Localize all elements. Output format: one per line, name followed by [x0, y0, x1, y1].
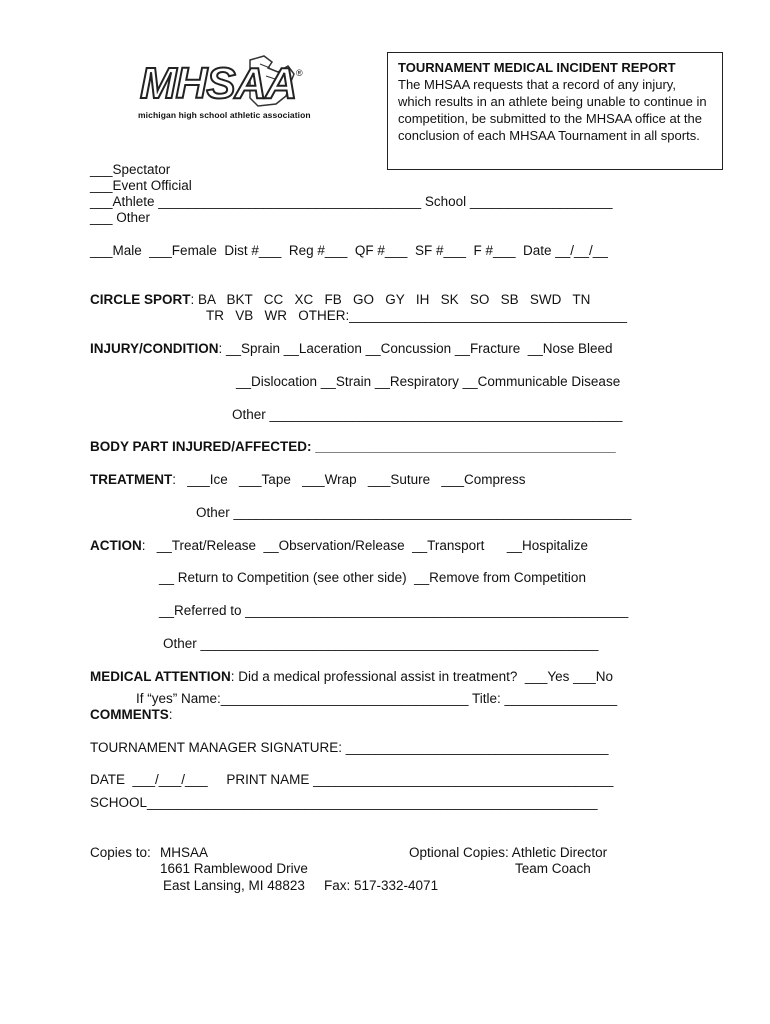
action-options-line1[interactable]: : __Treat/Release __Observation/Release __Transport __Hospitalize	[141, 538, 588, 553]
injury-options-line2[interactable]: __Dislocation __Strain __Respiratory __Communicable Disease	[236, 374, 621, 389]
action-label: ACTION	[90, 538, 142, 553]
medical-attention-question[interactable]: : Did a medical professional assist in treatment? ___Yes ___No	[230, 669, 613, 684]
treatment-other-line[interactable]: Other _____________________________________________________	[196, 505, 632, 520]
school-line[interactable]: SCHOOL____________________________________________________________	[90, 795, 598, 810]
medical-attention-row[interactable]	[90, 669, 613, 685]
copies-to-label: Copies to:	[90, 845, 151, 860]
registered-mark: ®	[296, 68, 303, 78]
body-part-line[interactable]: BODY PART INJURED/AFFECTED: ________________________________________	[90, 439, 616, 454]
optional-copies: Optional Copies: Athletic Director	[409, 845, 608, 860]
circle-sport-label: CIRCLE SPORT	[90, 292, 191, 307]
action-options-line2[interactable]: __ Return to Competition (see other side) __Remove from Competition	[159, 570, 586, 585]
sport-list-line1[interactable]: : BA BKT CC XC FB GO GY IH SK SO SB SWD TN	[190, 292, 591, 307]
referred-to-line[interactable]: __Referred to ___________________________________________________	[159, 603, 629, 618]
comments-label: COMMENTS	[90, 707, 169, 722]
medical-attention-label: MEDICAL ATTENTION	[90, 669, 231, 684]
injury-label: INJURY/CONDITION	[90, 341, 219, 356]
mhsaa-logo	[138, 54, 311, 124]
injury-row[interactable]	[90, 341, 613, 357]
event-official-option[interactable]: ___Event Official	[90, 178, 192, 193]
team-coach: Team Coach	[515, 861, 591, 876]
action-other-line[interactable]: Other _____________________________________________________	[163, 636, 599, 651]
treatment-options[interactable]: : ___Ice ___Tape ___Wrap ___Suture ___Compress	[172, 472, 526, 487]
spectator-option[interactable]: ___Spectator	[90, 162, 171, 177]
comments-colon: :	[168, 707, 173, 722]
comments-row	[90, 707, 173, 723]
treatment-row[interactable]	[90, 472, 525, 488]
report-title: TOURNAMENT MEDICAL INCIDENT REPORT	[398, 60, 676, 75]
circle-sport-row[interactable]	[90, 292, 590, 308]
professional-name-title-line[interactable]: If “yes” Name:_________________________________ Title: _______________	[136, 691, 618, 706]
report-info-box	[387, 52, 723, 170]
copies-org: MHSAA	[160, 845, 209, 860]
injury-options-line1[interactable]: : __Sprain __Laceration __Concussion __Fracture __Nose Bleed	[218, 341, 613, 356]
manager-signature-line[interactable]: TOURNAMENT MANAGER SIGNATURE: ___________________________________	[90, 740, 609, 755]
date-print-name-line[interactable]: DATE ___/___/___ PRINT NAME ________________________________________	[90, 772, 614, 787]
logo-tagline: michigan high school athletic association	[138, 110, 311, 120]
copies-fax: Fax: 517-332-4071	[324, 878, 439, 893]
demographics-line[interactable]: ___Male ___Female Dist #___ Reg #___ QF #___ SF #___ F #___ Date __/__/__	[90, 243, 608, 258]
report-description: The MHSAA requests that a record of any injury, which results in an athlete being unable to continue in competition, be submitted to the MHSAA office at the conclusion of each MHSAA Tournament in all sports.	[398, 77, 707, 143]
copies-street: 1661 Ramblewood Drive	[160, 861, 308, 876]
sport-list-line2[interactable]: TR VB WR OTHER:_____________________________________	[206, 308, 628, 323]
other-role-option[interactable]: ___ Other	[90, 210, 151, 225]
action-row[interactable]	[90, 538, 588, 554]
logo-wordmark: MHSAA	[140, 59, 297, 108]
injury-other-line[interactable]: Other _______________________________________________	[232, 407, 623, 422]
copies-city: East Lansing, MI 48823	[163, 878, 305, 893]
athlete-school-line[interactable]: ___Athlete ___________________________________ School ___________________	[90, 194, 613, 209]
treatment-label: TREATMENT	[90, 472, 173, 487]
